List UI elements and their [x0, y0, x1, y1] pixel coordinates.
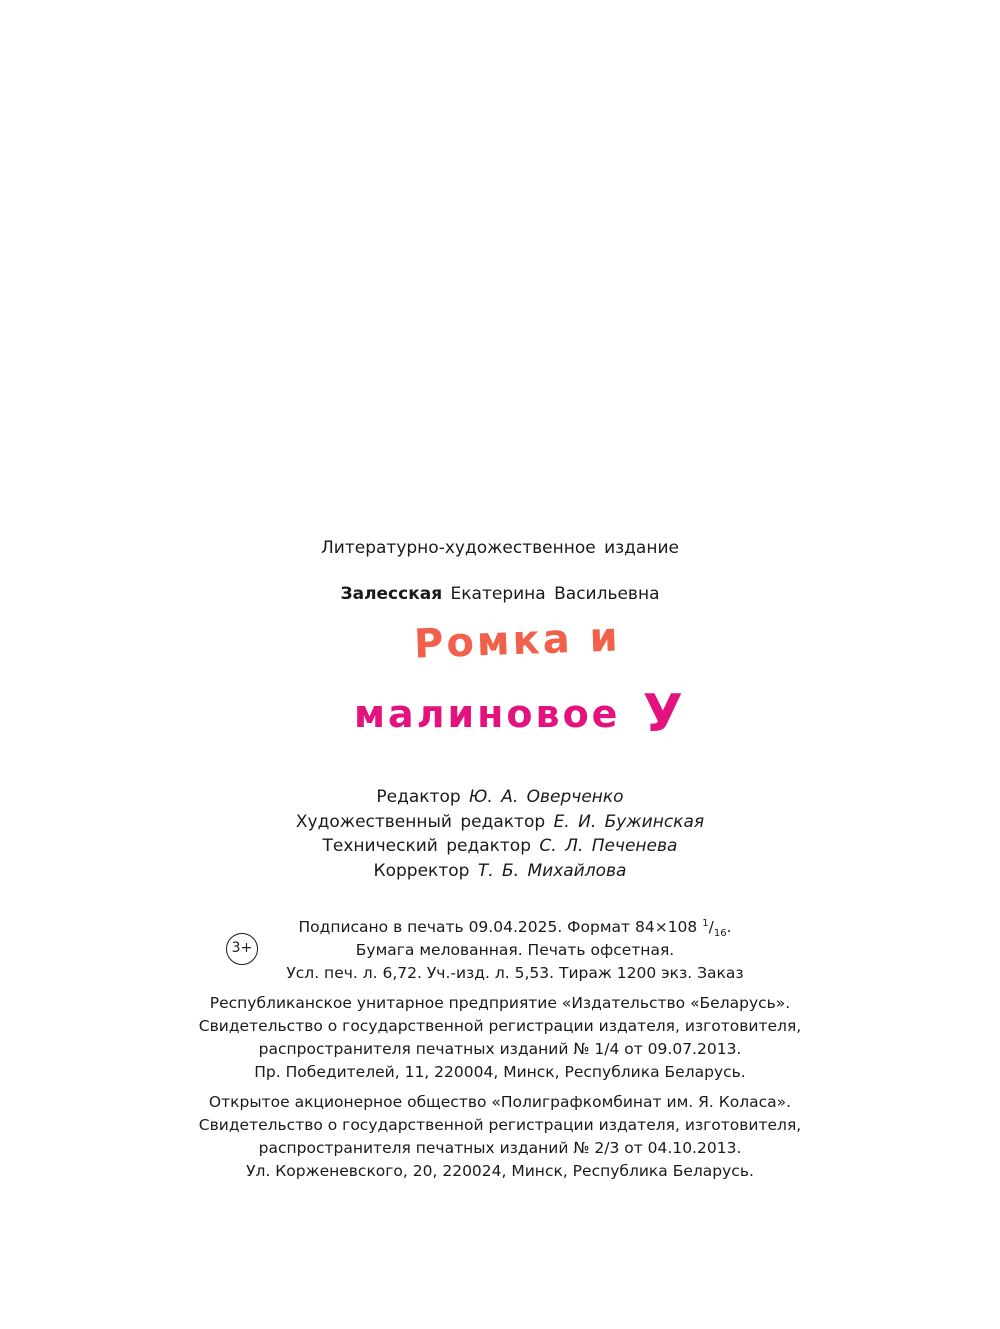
publisher-line: Пр. Победителей, 11, 220004, Минск, Республика Беларусь. — [254, 1063, 746, 1081]
credit-role: Художественный редактор — [295, 812, 546, 832]
publisher-line: Свидетельство о государственной регистрации издателя, изготовителя, — [198, 1017, 802, 1035]
printer-line: Свидетельство о государственной регистрации издателя, изготовителя, — [198, 1116, 802, 1134]
credit-role: Корректор — [373, 861, 470, 881]
format-numerator: 1 — [702, 918, 709, 929]
book-title-line-1: Ромка и — [413, 614, 622, 668]
credit-tech-editor — [0, 836, 1000, 856]
book-title-letter: У — [642, 684, 686, 744]
genre-line: Литературно-художественное издание — [321, 538, 679, 558]
publisher-line: распространителя печатных изданий № 1/4 от 09.07.2013. — [258, 1040, 742, 1058]
printer-line: распространителя печатных изданий № 2/3 от 04.10.2013. — [258, 1139, 742, 1157]
printer-line: Открытое акционерное общество «Полиграфкомбинат им. Я. Коласа». — [208, 1093, 792, 1111]
author-given-names: Екатерина Васильевна — [450, 584, 660, 604]
book-title-line-2 — [354, 680, 686, 744]
credit-role: Технический редактор — [322, 836, 532, 856]
credit-name: Т. Б. Михайлова — [477, 861, 627, 881]
format-denominator: 16 — [713, 928, 727, 940]
publisher-line: Республиканское унитарное предприятие «Издательство «Беларусь». — [209, 994, 791, 1012]
print-sheets-line: Усл. печ. л. 6,72. Уч.-изд. л. 5,53. Тираж 1200 экз. Заказ — [286, 964, 744, 982]
credit-role: Редактор — [376, 787, 461, 807]
credit-art-editor — [0, 812, 1000, 832]
credit-name: Ю. А. Оверченко — [469, 787, 624, 807]
print-signed-line — [270, 918, 760, 939]
book-title-word: малиновое — [354, 692, 621, 736]
author-line — [0, 584, 1000, 604]
format-fraction: $^1/_{16}$. — [702, 918, 732, 940]
credit-name: С. Л. Печенева — [539, 836, 678, 856]
age-rating-badge: 3+ — [226, 933, 258, 965]
printer-line: Ул. Корженевского, 20, 220024, Минск, Республика Беларусь. — [246, 1162, 754, 1180]
credit-proofreader — [0, 861, 1000, 881]
print-signed-text: Подписано в печать 09.04.2025. Формат 84×108 — [298, 918, 698, 937]
credit-editor — [0, 787, 1000, 807]
print-paper-line: Бумага мелованная. Печать офсетная. — [355, 941, 675, 959]
author-surname: Залесская — [340, 584, 443, 604]
credit-name: Е. И. Бужинская — [553, 812, 705, 832]
